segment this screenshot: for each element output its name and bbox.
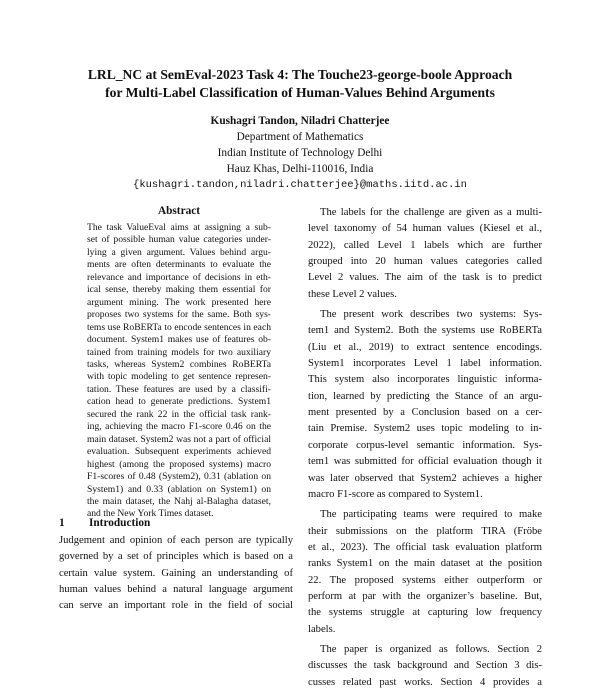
text-line: corporate corpus-level semantic information. Sys-	[308, 439, 542, 451]
text-line: lying a given argument. Values behind argu-	[87, 246, 271, 258]
text-line: tem1 and System2. Both the systems use RoBERTa	[308, 325, 542, 337]
text-line: argument mining. The work presented here	[87, 296, 271, 308]
section-number: 1	[59, 517, 65, 529]
text-line: F1-scores of 0.48 (System2), 0.31 (ablation on	[87, 471, 271, 483]
text-line: cusses related past works. Section 4 provides a	[308, 676, 542, 688]
text-line: macro F1-score as compared to System1.	[308, 488, 483, 500]
section-title: Introduction	[89, 517, 151, 529]
text-line: human values behind a natural language argument	[59, 584, 293, 596]
text-line: the main dataset, the Nahj al-Balagha dataset,	[87, 495, 271, 507]
paragraph-labels	[308, 205, 542, 303]
text-line: The labels for the challenge are given as a multi-	[320, 207, 542, 218]
text-line: grouped into 20 human values categories called	[308, 256, 542, 268]
text-line: System1 incorporates Level 1 label information.	[308, 358, 542, 370]
text-line: This system also incorporates linguistic informa-	[308, 374, 542, 386]
text-line: System1) and 0.33 (ablation on System1) on	[87, 483, 271, 495]
author-address: Hauz Khas, Delhi-110016, India	[226, 163, 374, 175]
text-line: governed by a set of principles which is based on a	[59, 551, 293, 563]
paper-title	[60, 66, 540, 102]
text-line: tem1 was submitted for official evaluation though it	[308, 456, 542, 468]
text-line: main dataset. System2 was not a part of official	[87, 433, 271, 445]
text-line: can serve an important role in the field of social	[59, 600, 293, 612]
author-names: Kushagri Tandon, Niladri Chatterjee	[210, 115, 390, 127]
paragraph-submissions	[308, 507, 542, 638]
text-line: cation head to generate predictions. System1	[87, 396, 271, 408]
text-line: tation. These features are used by a classifi-	[87, 383, 271, 395]
text-line: The participating teams were required to make	[320, 509, 542, 521]
introduction-body	[59, 533, 293, 615]
text-line: et al., 2023). The official task evaluation platform	[308, 541, 542, 553]
text-line: highest (among the proposed systems) macro	[87, 458, 271, 470]
text-line: Level 2 values. The aim of the task is to predict	[308, 272, 542, 284]
text-line: and the New York Times dataset.	[87, 508, 214, 520]
author-department: Department of Mathematics	[236, 131, 364, 143]
text-line: secured the rank 22 in the official task rank-	[87, 408, 271, 420]
text-line: Judgement and opinion of each person are typically	[59, 535, 293, 546]
text-line: certain value system. Gaining an understanding of	[59, 567, 293, 579]
text-line: was later observed that System2 achieves a higher	[308, 472, 542, 484]
text-line: tasks, whereas System2 combines RoBERTa	[87, 358, 271, 370]
text-line: ment presented by a Conclusion based on a cer-	[308, 407, 542, 419]
text-line: tion, learned by predicting the Stance of an argu-	[308, 390, 542, 402]
author-email: {kushagri.tandon,niladri.chatterjee}@maths.iitd.ac.in	[133, 179, 467, 191]
text-line: ing, achieving the macro F1-score 0.46 on the	[87, 421, 271, 433]
text-line: 22. The proposed systems either outperform or	[308, 574, 542, 586]
text-line: perform at par with the organizer’s baseline. But,	[308, 590, 542, 602]
text-line: ranks System1 on the main dataset at the position	[308, 558, 542, 570]
section-heading-introduction	[59, 517, 150, 529]
text-line: the systems struggle at capturing low frequency	[308, 607, 542, 619]
text-line: their submissions on the platform TIRA (Fröbe	[308, 525, 542, 537]
author-institute: Indian Institute of Technology Delhi	[217, 147, 383, 159]
right-column	[308, 205, 542, 691]
abstract-body	[87, 222, 271, 521]
paragraph-organization	[308, 642, 542, 691]
title-line: for Multi-Label Classification of Human-Values Behind Arguments	[105, 85, 495, 100]
text-line: tain Premise. System2 uses topic modeling to in-	[308, 423, 542, 435]
text-line: relevance and importance of decisions in eth-	[87, 271, 271, 283]
text-line: The task ValueEval aims at assigning a sub-	[87, 222, 271, 233]
text-line: proposes two systems for the same. Both sys-	[87, 309, 271, 321]
author-block	[100, 113, 500, 193]
title-line: LRL_NC at SemEval-2023 Task 4: The Touche23-george-boole Approach	[87, 67, 513, 82]
paragraph-systems	[308, 307, 542, 503]
text-line: ical sense, thereby making them essential for	[87, 284, 271, 296]
text-line: these Level 2 values.	[308, 288, 397, 300]
text-line: (Liu et al., 2019) to extract sentence encodings.	[308, 341, 542, 353]
text-line: The present work describes two systems: Sys-	[320, 309, 542, 321]
text-line: labels.	[308, 623, 336, 635]
text-line: tems use RoBERTa to encode sentences in each	[87, 321, 271, 333]
text-line: set of possible human value categories under-	[87, 234, 271, 246]
text-line: tained from training models for two auxiliary	[87, 346, 271, 358]
text-line: ments are often determinants to evaluate the	[87, 259, 271, 271]
text-line: level taxonomy of 54 human values (Kiesel et al.,	[308, 223, 542, 235]
abstract-heading: Abstract	[157, 205, 201, 217]
text-line: 2022), called Level 1 labels which are further	[308, 239, 542, 251]
text-line: evaluation. Subsequent experiments achieved	[87, 446, 271, 458]
text-line: The paper is organized as follows. Section 2	[320, 643, 542, 655]
text-line: with topic modeling to get sentence represen-	[87, 371, 271, 383]
text-line: discusses the task background and Section 3 dis-	[308, 660, 542, 672]
text-line: document. System1 makes use of features ob-	[87, 334, 271, 346]
